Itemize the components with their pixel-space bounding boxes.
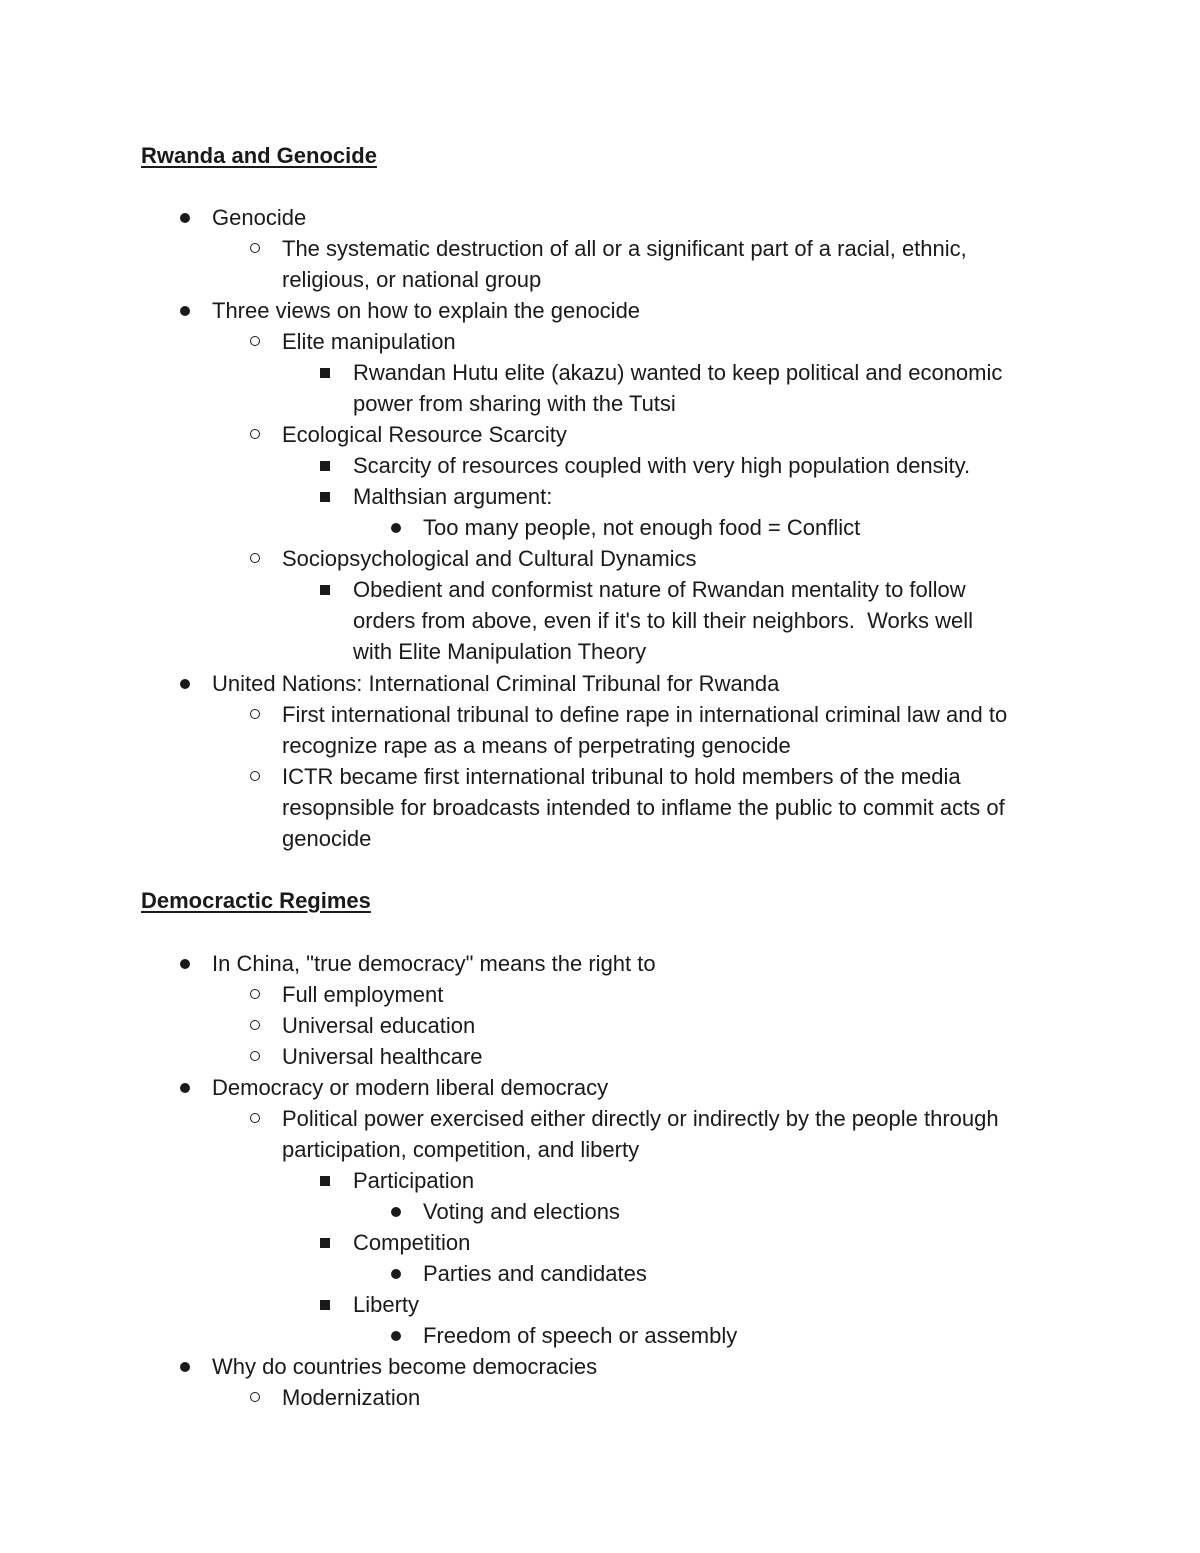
list-item-level4: Parties and candidates: [423, 1261, 647, 1286]
list-item-level3: Scarcity of resources coupled with very high population density.: [353, 453, 971, 478]
list-item-continuation: power from sharing with the Tutsi: [353, 391, 676, 416]
list-item-level3: Obedient and conformist nature of Rwandan mentality to follow: [353, 577, 966, 602]
list-item-level1: Three views on how to explain the genocide: [212, 298, 641, 323]
list-item-level2: Elite manipulation: [282, 329, 456, 354]
square-bullet-icon: [320, 368, 330, 378]
list-item-level2: Modernization: [282, 1385, 421, 1410]
list-item-level4: Voting and elections: [423, 1199, 620, 1224]
circle-bullet-icon: [250, 336, 260, 346]
square-bullet-icon: [320, 492, 330, 502]
disc-bullet-icon: [180, 213, 190, 223]
circle-bullet-icon: [250, 553, 260, 563]
disc-bullet-icon: [180, 1083, 190, 1093]
circle-bullet-icon: [250, 771, 260, 781]
list-item-level2: The systematic destruction of all or a significant part of a racial, ethnic,: [282, 236, 967, 261]
circle-bullet-icon: [250, 429, 260, 439]
disc-bullet-icon: [391, 1207, 401, 1217]
list-item-continuation: participation, competition, and liberty: [282, 1137, 640, 1162]
square-bullet-icon: [320, 1238, 330, 1248]
list-item-level1: Democracy or modern liberal democracy: [212, 1075, 609, 1100]
list-item-level4: Too many people, not enough food = Conflict: [423, 515, 861, 540]
list-item-level1: Why do countries become democracies: [212, 1354, 598, 1379]
circle-bullet-icon: [250, 1113, 260, 1123]
circle-bullet-icon: [250, 709, 260, 719]
circle-bullet-icon: [250, 243, 260, 253]
list-item-level3: Malthsian argument:: [353, 484, 553, 509]
list-item-level2: Political power exercised either directly or indirectly by the people through: [282, 1106, 999, 1131]
list-item-level4: Freedom of speech or assembly: [423, 1323, 738, 1348]
list-item-level2: Sociopsychological and Cultural Dynamics: [282, 546, 697, 571]
list-item-level3: Rwandan Hutu elite (akazu) wanted to keep political and economic: [353, 360, 1003, 385]
disc-bullet-icon: [180, 1362, 190, 1372]
list-item-continuation: resopnsible for broadcasts intended to inflame the public to commit acts of: [282, 795, 1005, 820]
disc-bullet-icon: [391, 1331, 401, 1341]
list-item-continuation: recognize rape as a means of perpetrating genocide: [282, 733, 791, 758]
square-bullet-icon: [320, 461, 330, 471]
square-bullet-icon: [320, 1300, 330, 1310]
disc-bullet-icon: [391, 1269, 401, 1279]
list-item-level1: United Nations: International Criminal Tribunal for Rwanda: [212, 671, 780, 696]
list-item-level2: ICTR became first international tribunal to hold members of the media: [282, 764, 961, 789]
square-bullet-icon: [320, 1176, 330, 1186]
list-item-level3: Competition: [353, 1230, 471, 1255]
list-item-continuation: with Elite Manipulation Theory: [353, 639, 647, 664]
list-item-level2: Universal education: [282, 1013, 476, 1038]
list-item-level2: First international tribunal to define rape in international criminal law and to: [282, 702, 1008, 727]
list-item-continuation: genocide: [282, 826, 372, 851]
square-bullet-icon: [320, 585, 330, 595]
list-item-level3: Participation: [353, 1168, 475, 1193]
list-item-continuation: religious, or national group: [282, 267, 542, 292]
list-item-level3: Liberty: [353, 1292, 420, 1317]
list-item-level2: Universal healthcare: [282, 1044, 483, 1069]
circle-bullet-icon: [250, 1020, 260, 1030]
section-heading-democracy: Democractic Regimes: [141, 888, 371, 913]
section-heading-rwanda: Rwanda and Genocide: [141, 143, 377, 168]
disc-bullet-icon: [180, 306, 190, 316]
disc-bullet-icon: [391, 523, 401, 533]
circle-bullet-icon: [250, 1392, 260, 1402]
list-item-continuation: orders from above, even if it's to kill their neighbors. Works well: [353, 608, 974, 633]
circle-bullet-icon: [250, 989, 260, 999]
list-item-level1: Genocide: [212, 205, 307, 230]
list-item-level2: Ecological Resource Scarcity: [282, 422, 567, 447]
disc-bullet-icon: [180, 959, 190, 969]
list-item-level1: In China, "true democracy" means the right to: [212, 951, 656, 976]
circle-bullet-icon: [250, 1051, 260, 1061]
list-item-level2: Full employment: [282, 982, 444, 1007]
disc-bullet-icon: [180, 679, 190, 689]
